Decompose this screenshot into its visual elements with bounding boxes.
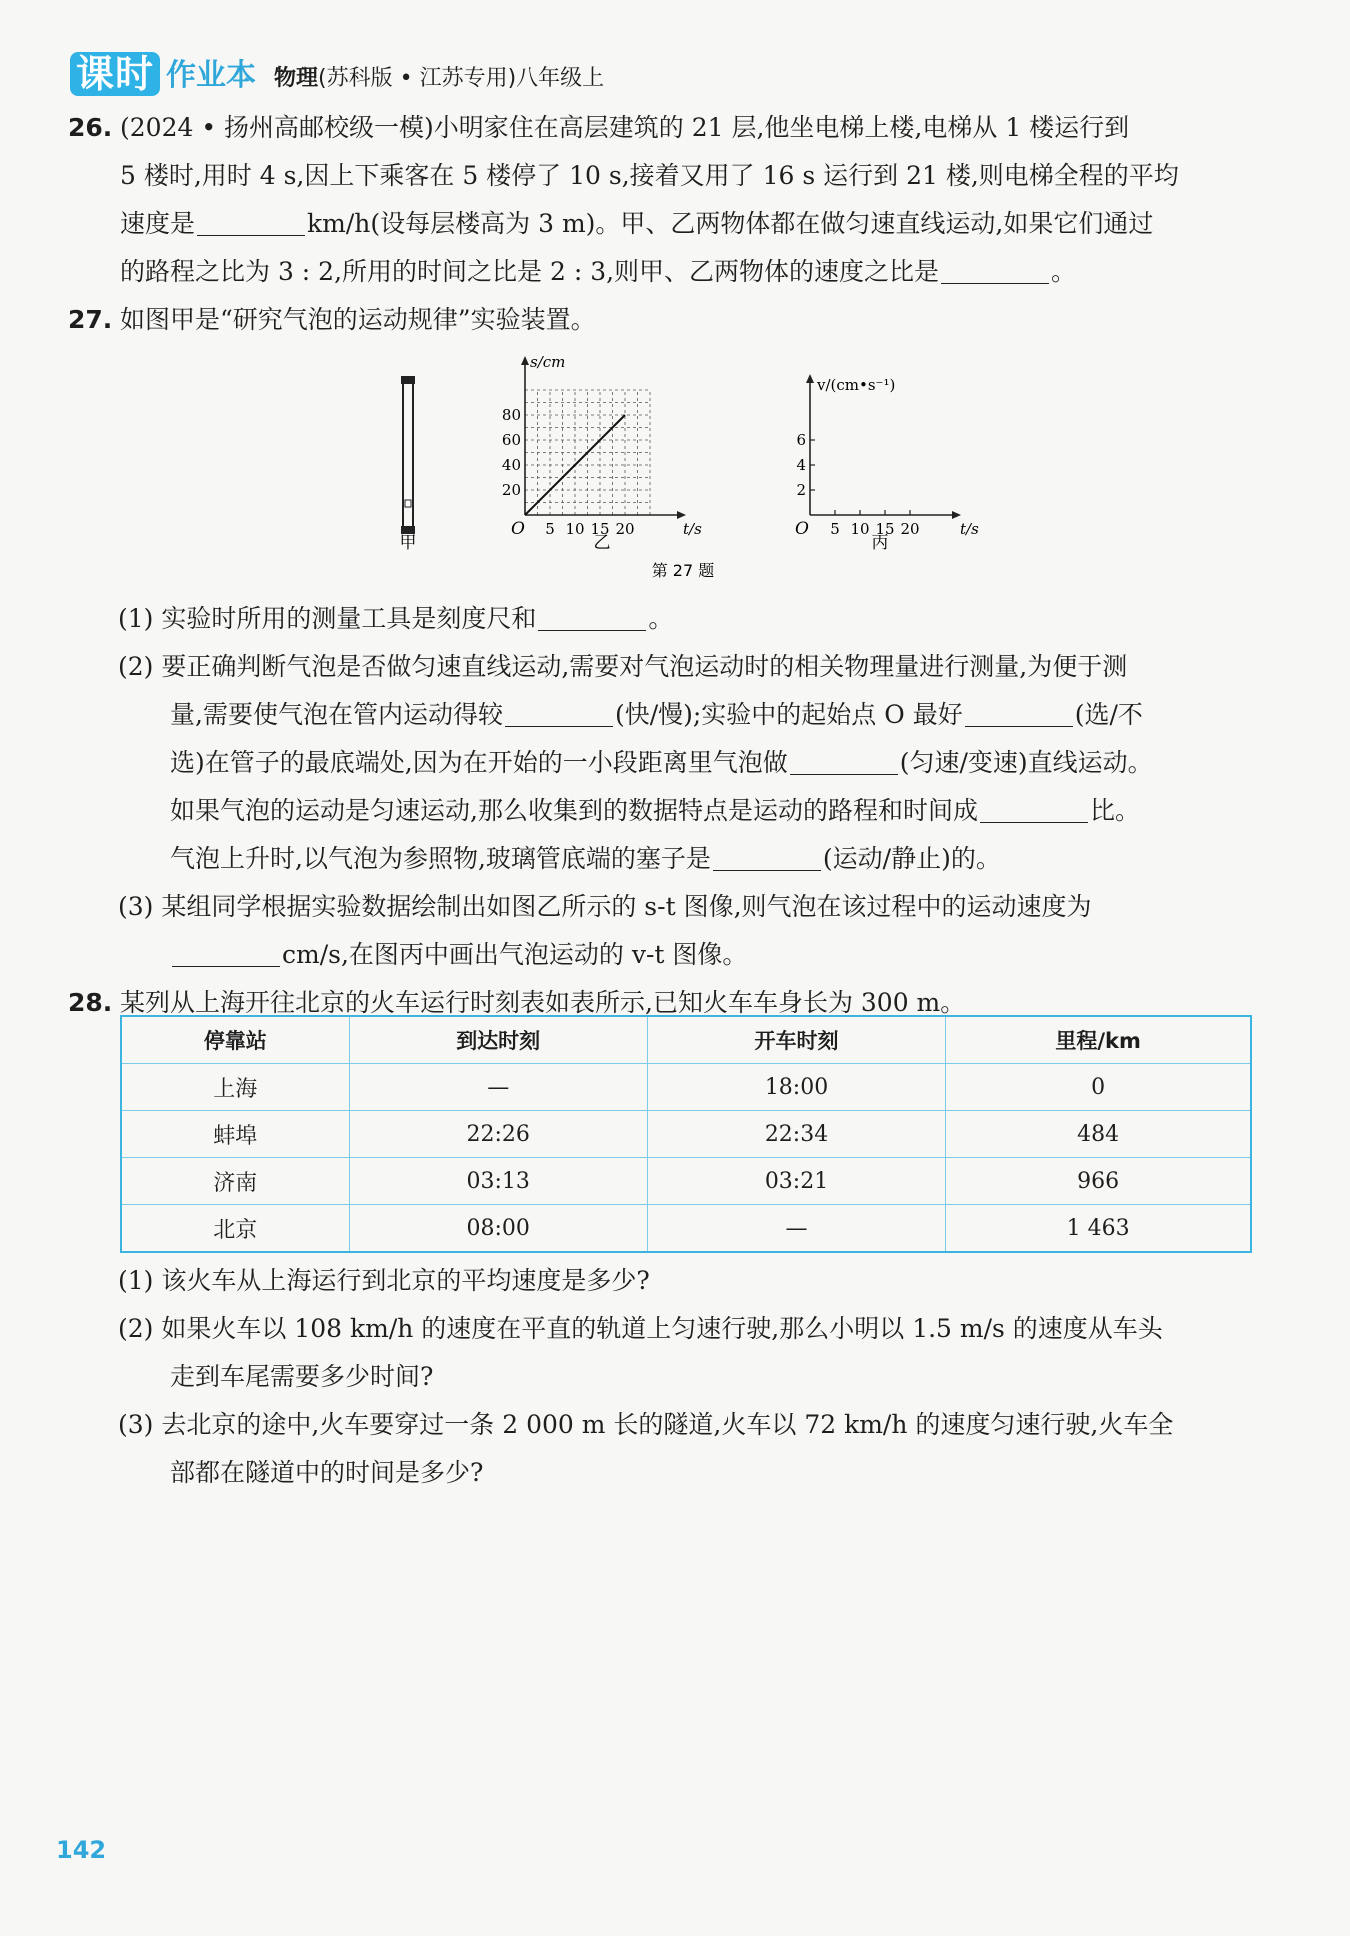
yi-origin: O [511,519,525,539]
yi-ytick-label: 20 [501,481,521,499]
table-row [121,1111,1251,1158]
bing-ylabel: v/(cm•s⁻¹) [817,376,896,394]
q28-part1: (1) 该火车从上海运行到北京的平均速度是多少? [118,1266,650,1295]
q28-part2-line1: (2) 如果火车以 108 km/h 的速度在平直的轨道上匀速行驶,那么小明以 1.5 m/s 的速度从车头 [118,1314,1163,1343]
table-header: 到达时刻 [349,1016,647,1064]
bing-ytick-label: 6 [796,431,806,449]
q28-part2-line2: 走到车尾需要多少时间? [170,1362,434,1391]
table-cell: 03:21 [647,1158,945,1205]
table-cell: 上海 [121,1064,349,1111]
q27-part2-line4: 如果气泡的运动是匀速运动,那么收集到的数据特点是运动的路程和时间成 比。 [170,787,1140,835]
table-cell: 22:34 [647,1111,945,1158]
yi-x-arrow [677,511,686,519]
q26-line1: 26. (2024 • 扬州高邮校级一模)小明家住在高层建筑的 21 层,他坐电梯上楼,电梯从 1 楼运行到 [68,104,1129,152]
q26-line2: 5 楼时,用时 4 s,因上下乘客在 5 楼停了 10 s,接着又用了 16 s 运行到 21 楼,则电梯全程的平均 [120,161,1179,190]
q26-blank-1[interactable] [197,205,305,236]
table-header: 停靠站 [121,1016,349,1064]
bing-x-arrow [952,511,961,519]
yi-xtick-label: 15 [590,520,610,538]
table-header-row [121,1016,1251,1064]
q26-line4: 的路程之比为 3 : 2,所用的时间之比是 2 : 3,则甲、乙两物体的速度之比是 。 [120,248,1076,296]
bubble-tube [401,376,415,534]
table-cell: 0 [946,1064,1251,1111]
table-cell: 22:26 [349,1111,647,1158]
table-cell: 蚌埠 [121,1111,349,1158]
table-cell: — [349,1064,647,1111]
q27-blank-2[interactable] [505,696,613,727]
q27-part2-line1: (2) 要正确判断气泡是否做匀速直线运动,需要对气泡运动时的相关物理量进行测量,为便于测 [118,652,1128,681]
bing-y-arrow [806,374,814,383]
q27-part1: (1) 实验时所用的测量工具是刻度尺和 。 [118,595,673,643]
q26-line3: 速度是 km/h(设每层楼高为 3 m)。甲、乙两物体都在做匀速直线运动,如果它们通过 [120,200,1153,248]
bing-ytick-label: 2 [796,481,806,499]
subject-bold: 物理 [274,66,319,91]
logo-sub: 作业本 [166,58,257,93]
yi-xtick-label: 5 [545,520,555,538]
page-header [70,52,604,96]
table-cell: — [647,1205,945,1253]
table-cell: 1 463 [946,1205,1251,1253]
q26-blank-2[interactable] [941,253,1049,284]
q26-number: 26. [68,113,113,142]
q27-blank-1[interactable] [538,600,646,631]
book-logo [70,52,256,96]
yi-ytick-label: 40 [501,456,521,474]
table-cell: 18:00 [647,1064,945,1111]
q28-number: 28. [68,988,113,1017]
table-cell: 966 [946,1158,1251,1205]
q27-figure [380,350,1000,590]
table-cell: 484 [946,1111,1251,1158]
bing-xtick-label: 20 [900,520,920,538]
yi-y-arrow [521,356,529,365]
q27-blank-6[interactable] [713,840,821,871]
table-row [121,1158,1251,1205]
q28-part3-line2: 部都在隧道中的时间是多少? [170,1458,484,1487]
yi-xtick-label: 20 [615,520,635,538]
q27-figure-svg [380,350,1000,590]
q27-part2-line5: 气泡上升时,以气泡为参照物,玻璃管底端的塞子是 (运动/静止)的。 [170,835,1001,883]
q27-part3-line2: cm/s,在图丙中画出气泡运动的 v-t 图像。 [170,931,747,979]
page-number: 142 [56,1836,107,1864]
table-cell: 08:00 [349,1205,647,1253]
table-cell: 03:13 [349,1158,647,1205]
subject-title [274,62,604,96]
table-cell: 济南 [121,1158,349,1205]
bing-xtick-label: 10 [850,520,870,538]
bing-origin: O [795,519,809,539]
table-row [121,1064,1251,1111]
q27-blank-3[interactable] [965,696,1073,727]
bing-xtick-label: 5 [830,520,840,538]
subject-rest: (苏科版 • 江苏专用)八年级上 [318,66,605,91]
yi-xtick-label: 10 [565,520,585,538]
bing-ytick-label: 4 [796,456,806,474]
yi-ytick-label: 60 [501,431,521,449]
logo-main: 课时 [70,52,160,96]
q27-part2-line3: 选)在管子的最底端处,因为在开始的一小段距离里气泡做 (匀速/变速)直线运动。 [170,739,1153,787]
q27-part2-line2: 量,需要使气泡在管内运动得较 (快/慢);实验中的起始点 O 最好 (选/不 [170,691,1143,739]
yi-xlabel: t/s [683,520,702,538]
q27-stem: 27. 如图甲是“研究气泡的运动规律”实验装置。 [68,296,596,344]
table-header: 开车时刻 [647,1016,945,1064]
yi-ytick-label: 80 [501,406,521,424]
q28-stem: 28. 某列从上海开往北京的火车运行时刻表如表所示,已知火车车身长为 300 m。 [68,979,965,1027]
table-header: 里程/km [946,1016,1251,1064]
yi-ylabel: s/cm [530,353,566,371]
figure-caption: 第 27 题 [651,561,715,580]
train-timetable [120,1015,1252,1253]
label-yi: 乙 [593,533,611,553]
q27-part3-line1: (3) 某组同学根据实验数据绘制出如图乙所示的 s-t 图像,则气泡在该过程中的运动速度为 [118,892,1092,921]
bing-xlabel: t/s [960,520,979,538]
q28-part3-line1: (3) 去北京的途中,火车要穿过一条 2 000 m 长的隧道,火车以 72 km/h 的速度匀速行驶,火车全 [118,1410,1174,1439]
chart-bing [795,374,979,539]
table-cell: 北京 [121,1205,349,1253]
q27-blank-7[interactable] [172,936,280,967]
q27-blank-4[interactable] [790,744,898,775]
q27-number: 27. [68,305,113,334]
q27-blank-5[interactable] [980,792,1088,823]
bing-xtick-label: 15 [875,520,895,538]
label-bing: 丙 [871,533,889,553]
label-jia: 甲 [399,533,417,553]
chart-yi [502,353,702,539]
table-row [121,1205,1251,1253]
